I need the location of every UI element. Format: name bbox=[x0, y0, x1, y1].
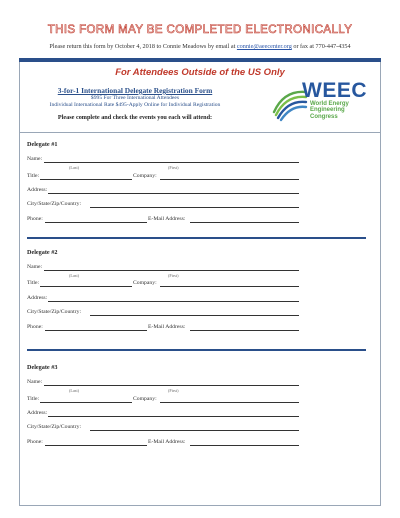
d1-title-field[interactable] bbox=[40, 179, 132, 180]
title-label: Title: bbox=[27, 396, 40, 402]
d1-name-field[interactable] bbox=[44, 162, 299, 163]
email-label: E-Mail Address: bbox=[148, 216, 186, 222]
d2-title-field[interactable] bbox=[40, 286, 132, 287]
phone-label: Phone: bbox=[27, 324, 43, 330]
phone-label: Phone: bbox=[27, 439, 43, 445]
first-hint: (First) bbox=[168, 388, 179, 393]
company-label: Company: bbox=[133, 396, 157, 402]
header-divider bbox=[19, 132, 381, 133]
logo-subtitle bbox=[310, 101, 349, 120]
company-label: Company: bbox=[133, 280, 157, 286]
d3-phone-field[interactable] bbox=[45, 445, 147, 446]
delegate-3-heading: Delegate #3 bbox=[27, 364, 58, 371]
title-label: Title: bbox=[27, 280, 40, 286]
email-label: E-Mail Address: bbox=[148, 324, 186, 330]
form-header bbox=[19, 86, 251, 121]
d3-email-field[interactable] bbox=[190, 445, 299, 446]
d2-phone-field[interactable] bbox=[45, 330, 147, 331]
d3-city-field[interactable] bbox=[90, 430, 299, 431]
individual-rate-line: Individual International Rate $495-Apply Online for Individual Registration bbox=[49, 102, 221, 108]
company-label: Company: bbox=[133, 173, 157, 179]
return-instructions bbox=[0, 43, 400, 50]
name-label: Name: bbox=[27, 264, 43, 270]
first-hint: (First) bbox=[168, 165, 179, 170]
address-label: Address: bbox=[27, 187, 48, 193]
form-frame bbox=[19, 58, 381, 506]
d1-company-field[interactable] bbox=[160, 179, 299, 180]
delegate-1-heading: Delegate #1 bbox=[27, 141, 58, 148]
last-hint: (Last) bbox=[69, 388, 79, 393]
name-label: Name: bbox=[27, 379, 43, 385]
city-label: City/State/Zip/Country: bbox=[27, 424, 82, 430]
weec-logo bbox=[270, 80, 374, 122]
delegate-divider-1 bbox=[27, 237, 366, 239]
d3-name-field[interactable] bbox=[44, 385, 299, 386]
d2-name-field[interactable] bbox=[44, 270, 299, 271]
d1-email-field[interactable] bbox=[190, 222, 299, 223]
price-line: $995 For Three International Attendees bbox=[90, 95, 180, 101]
logo-sub-2: Engineering bbox=[310, 107, 345, 114]
d1-address-field[interactable] bbox=[48, 193, 299, 194]
return-prefix: Please return this form by October 4, 2018 to Connie Meadows by email at bbox=[49, 43, 237, 50]
last-hint: (Last) bbox=[69, 273, 79, 278]
address-label: Address: bbox=[27, 295, 48, 301]
d1-city-field[interactable] bbox=[90, 207, 299, 208]
title-label: Title: bbox=[27, 173, 40, 179]
d3-address-field[interactable] bbox=[48, 416, 299, 417]
city-label: City/State/Zip/Country: bbox=[27, 201, 82, 207]
first-hint: (First) bbox=[168, 273, 179, 278]
outside-us-title: For Attendees Outside of the US Only bbox=[115, 67, 285, 78]
d1-phone-field[interactable] bbox=[45, 222, 147, 223]
d2-city-field[interactable] bbox=[90, 315, 299, 316]
city-label: City/State/Zip/Country: bbox=[27, 309, 82, 315]
d2-company-field[interactable] bbox=[160, 286, 299, 287]
delegate-2-heading: Delegate #2 bbox=[27, 249, 58, 256]
logo-sub-1: World Energy bbox=[310, 101, 349, 107]
d2-address-field[interactable] bbox=[48, 301, 299, 302]
return-suffix: or fax at 770-447-4354 bbox=[291, 43, 351, 50]
last-hint: (Last) bbox=[69, 165, 79, 170]
form-title: 3-for-1 International Delegate Registration Form bbox=[57, 86, 213, 95]
phone-label: Phone: bbox=[27, 216, 43, 222]
contact-email-link[interactable]: connie@aeecenter.org bbox=[236, 43, 292, 50]
d3-company-field[interactable] bbox=[160, 402, 299, 403]
d3-title-field[interactable] bbox=[40, 402, 132, 403]
email-label: E-Mail Address: bbox=[148, 439, 186, 445]
logo-sub-3: Congress bbox=[310, 113, 338, 120]
address-label: Address: bbox=[27, 410, 48, 416]
name-label: Name: bbox=[27, 156, 43, 162]
delegate-divider-2 bbox=[27, 349, 366, 351]
instruction-text: Please complete and check the events you each will attend: bbox=[57, 114, 213, 121]
form-top-bar bbox=[19, 58, 381, 62]
logo-wordmark: WEEC bbox=[302, 79, 367, 102]
d2-email-field[interactable] bbox=[190, 330, 299, 331]
electronic-form-banner: THIS FORM MAY BE COMPLETED ELECTRONICALLY bbox=[47, 24, 353, 36]
